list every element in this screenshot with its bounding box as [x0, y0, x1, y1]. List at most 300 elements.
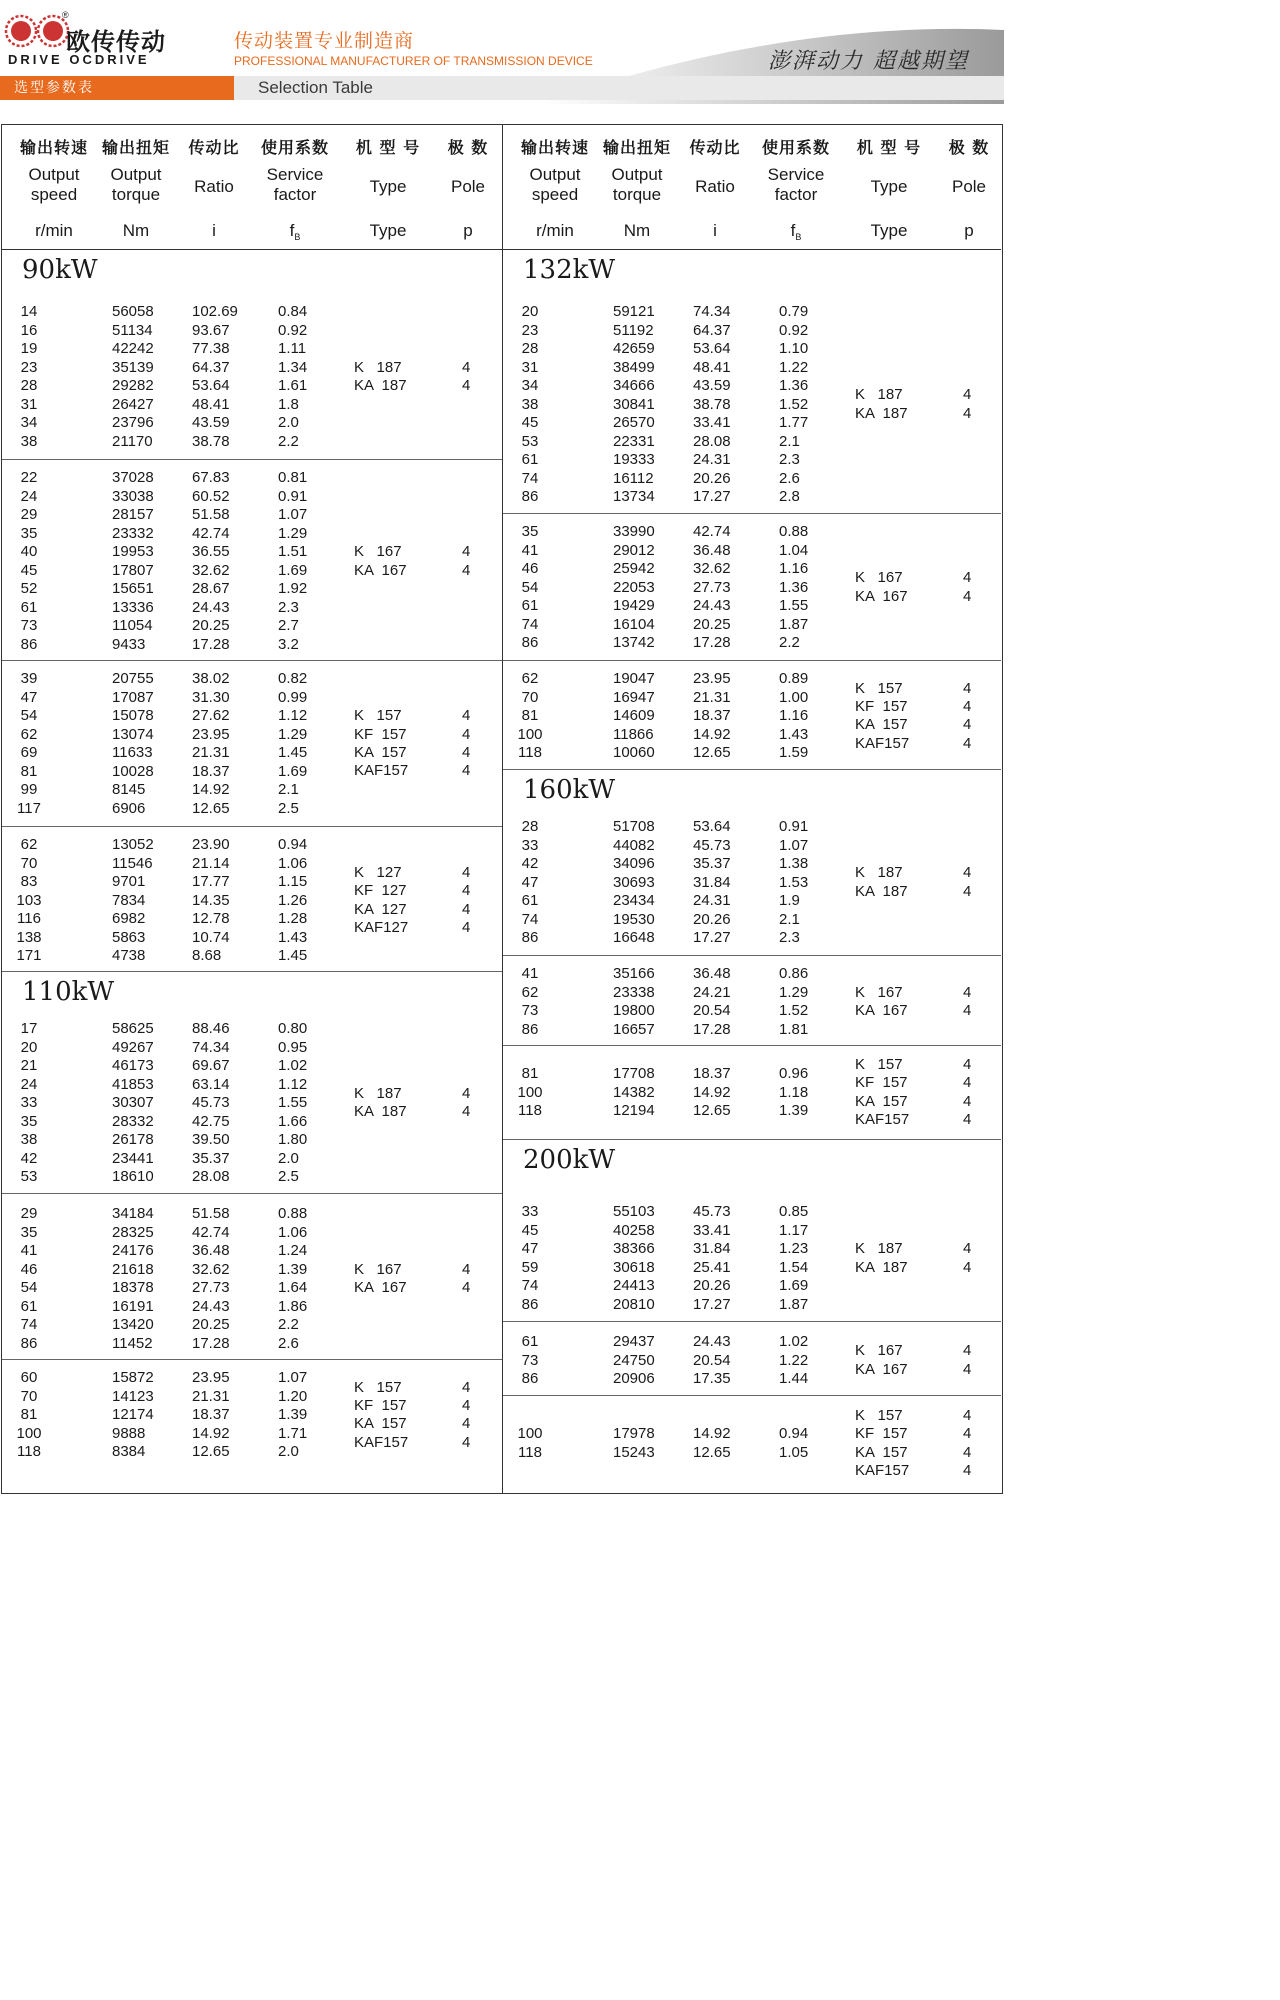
table-row: [503, 1352, 1001, 1371]
type-cell: KAF127: [354, 919, 409, 937]
type-cell: KA 167: [855, 1360, 908, 1378]
torque-cell: 24413: [613, 1277, 655, 1294]
torque-cell: 26427: [112, 395, 154, 413]
type-cell: KA 157: [354, 1415, 407, 1433]
ratio-cell: 17.28: [693, 634, 731, 651]
slogan-cn: 传动装置专业制造商: [234, 30, 415, 52]
torque-cell: 35139: [112, 358, 154, 376]
speed-cell: 54: [521, 578, 539, 596]
type-cell: KAF157: [855, 1461, 910, 1479]
table-row: [503, 470, 1001, 489]
speed-cell: 28: [521, 818, 539, 835]
speed-cell: 74: [521, 1277, 539, 1294]
torque-cell: 30693: [613, 873, 655, 891]
service-factor-cell: 2.1: [278, 781, 299, 798]
table-row: [2, 1113, 502, 1132]
ratio-cell: 64.37: [192, 358, 230, 376]
speed-cell: 61: [521, 892, 539, 909]
service-factor-cell: 1.38: [779, 855, 809, 872]
pole-cell: 4: [963, 679, 972, 697]
service-factor-cell: 1.15: [278, 873, 308, 890]
table-row: [503, 414, 1001, 433]
pole-cell: 4: [462, 358, 471, 376]
service-factor-cell: 1.44: [779, 1370, 809, 1387]
ratio-cell: 14.92: [693, 1083, 731, 1101]
service-factor-cell: 1.66: [278, 1112, 308, 1130]
torque-cell: 23441: [112, 1149, 154, 1167]
service-factor-cell: 1.80: [278, 1131, 308, 1148]
header-en-5: Pole: [450, 177, 486, 196]
header-unit-1: Nm: [623, 221, 651, 240]
torque-cell: 8384: [112, 1443, 146, 1460]
ratio-cell: 14.92: [192, 781, 230, 798]
torque-cell: 6906: [112, 799, 146, 817]
speed-cell: 118: [17, 1443, 41, 1460]
type-cell: K 167: [855, 983, 903, 1001]
service-factor-cell: 0.95: [278, 1038, 308, 1056]
torque-cell: 14609: [613, 707, 655, 724]
service-factor-cell: 1.12: [278, 1075, 308, 1093]
selection-table-tab-cn: 选型参数表: [0, 76, 234, 100]
torque-cell: 10060: [613, 744, 655, 761]
speed-cell: 74: [20, 1316, 38, 1333]
ratio-cell: 12.65: [693, 744, 731, 761]
header-en-0: Output speed: [529, 165, 581, 204]
ratio-cell: 45.73: [192, 1094, 230, 1111]
speed-cell: 100: [517, 1083, 543, 1101]
torque-cell: 18610: [112, 1168, 154, 1185]
ratio-cell: 53.64: [693, 818, 731, 835]
speed-cell: 46: [20, 1260, 38, 1278]
service-factor-cell: 2.2: [278, 1316, 299, 1333]
service-factor-cell: 2.3: [779, 929, 800, 946]
table-row: [503, 1065, 1001, 1084]
table-row: [2, 689, 502, 708]
table-row: [503, 451, 1001, 470]
speed-cell: 86: [20, 635, 38, 653]
type-cell: K 167: [855, 569, 903, 587]
speed-cell: 118: [518, 744, 542, 761]
pole-cell: 4: [462, 864, 471, 882]
ratio-cell: 36.48: [693, 541, 731, 559]
ratio-cell: 45.73: [693, 836, 731, 854]
ratio-cell: 53.64: [693, 340, 731, 357]
ratio-cell: 51.58: [192, 1205, 230, 1222]
ratio-cell: 17.28: [192, 635, 230, 653]
torque-cell: 14382: [613, 1083, 655, 1101]
header-cn-2: 传动比: [689, 138, 741, 157]
torque-cell: 13742: [613, 634, 655, 651]
torque-cell: 16104: [613, 615, 655, 633]
type-cell: KA 157: [855, 1443, 908, 1461]
pole-cell: 4: [462, 543, 471, 561]
service-factor-cell: 0.96: [779, 1065, 809, 1082]
service-factor-cell: 2.5: [278, 1168, 299, 1185]
brand-name-cn: 欧传传动: [66, 28, 166, 56]
service-factor-cell: 1.36: [779, 377, 809, 394]
service-factor-cell: 1.55: [779, 597, 809, 614]
service-factor-cell: 2.8: [779, 488, 800, 505]
pole-cell: 4: [963, 1360, 972, 1378]
pole-cell: 4: [963, 716, 972, 734]
table-row: [2, 1335, 502, 1354]
service-factor-cell: 1.02: [278, 1057, 308, 1074]
table-row: [2, 488, 502, 507]
ratio-cell: 20.25: [693, 615, 731, 633]
speed-cell: 73: [521, 1002, 539, 1019]
ratio-cell: 24.43: [192, 1297, 230, 1315]
type-cell: KF 157: [855, 1425, 908, 1443]
service-factor-cell: 0.94: [779, 1425, 809, 1442]
speed-cell: 86: [20, 1334, 38, 1352]
type-cell: KA 187: [354, 1103, 407, 1121]
service-factor-cell: 0.88: [779, 523, 809, 540]
table-row: [503, 1203, 1001, 1222]
torque-cell: 26178: [112, 1131, 154, 1148]
speed-cell: 34: [521, 377, 539, 394]
header-cn-0: 输出转速: [19, 138, 88, 157]
pole-cell: 4: [462, 707, 471, 725]
table-column-right: [503, 125, 1001, 1493]
speed-cell: 14: [20, 303, 38, 320]
selection-table: [1, 124, 1003, 1494]
selection-table-tab-en: Selection Table: [234, 76, 1004, 100]
table-row: [503, 1333, 1001, 1352]
ratio-cell: 17.27: [693, 1295, 731, 1313]
service-factor-cell: 1.18: [779, 1083, 809, 1101]
speed-cell: 100: [517, 725, 543, 743]
table-row: [2, 744, 502, 763]
torque-cell: 11866: [613, 725, 654, 743]
speed-cell: 42: [20, 1149, 38, 1167]
ratio-cell: 17.27: [693, 929, 731, 946]
speed-cell: 47: [20, 688, 38, 706]
table-row: [2, 781, 502, 800]
speed-cell: 33: [521, 1203, 539, 1220]
ratio-cell: 69.67: [192, 1057, 230, 1074]
pole-cell: 4: [462, 1279, 471, 1296]
section-separator: [503, 769, 1001, 770]
pole-cell: 4: [462, 1378, 471, 1396]
type-cell: KA 187: [354, 377, 407, 394]
table-row: [2, 1388, 502, 1407]
ratio-cell: 18.37: [192, 1406, 230, 1423]
header-cn-5: 极 数: [948, 138, 990, 157]
table-row: [2, 359, 502, 378]
table-row: [503, 488, 1001, 507]
torque-cell: 19800: [613, 1002, 655, 1019]
service-factor-cell: 0.79: [779, 303, 809, 320]
torque-cell: 55103: [613, 1203, 655, 1220]
table-row: [503, 579, 1001, 598]
torque-cell: 59121: [613, 303, 655, 320]
torque-cell: 13052: [112, 836, 154, 853]
service-factor-cell: 1.53: [779, 873, 809, 891]
type-cell: K 167: [354, 543, 402, 561]
ratio-cell: 63.14: [192, 1075, 230, 1093]
table-row: [503, 726, 1001, 745]
type-cell: K 157: [354, 707, 402, 725]
pole-cell: 4: [963, 697, 972, 715]
torque-cell: 21618: [112, 1260, 154, 1278]
table-header: [2, 125, 502, 250]
torque-cell: 12174: [112, 1406, 154, 1423]
torque-cell: 23796: [112, 414, 154, 431]
brand-name-en: DRIVE OCDRIVE: [8, 52, 150, 67]
ratio-cell: 45.73: [693, 1203, 731, 1220]
service-factor-cell: 2.0: [278, 414, 299, 431]
service-factor-cell: 1.92: [278, 580, 308, 597]
speed-cell: 33: [20, 1094, 38, 1111]
speed-cell: 81: [20, 762, 38, 780]
table-row: [503, 689, 1001, 708]
service-factor-cell: 1.51: [278, 543, 308, 560]
header-cn-3: 使用系数: [761, 138, 830, 157]
table-row: [2, 599, 502, 618]
ratio-cell: 88.46: [192, 1020, 230, 1037]
ratio-cell: 39.50: [192, 1131, 230, 1148]
table-row: [2, 562, 502, 581]
ratio-cell: 28.08: [693, 432, 731, 450]
table-row: [503, 855, 1001, 874]
speed-cell: 100: [517, 1425, 543, 1442]
ratio-cell: 17.27: [693, 488, 731, 505]
service-factor-cell: 2.5: [278, 799, 299, 817]
ratio-cell: 12.65: [192, 799, 230, 817]
table-row: [503, 965, 1001, 984]
speed-cell: 31: [521, 358, 539, 376]
service-factor-cell: 1.23: [779, 1240, 809, 1257]
speed-cell: 118: [518, 1443, 542, 1461]
table-row: [503, 929, 1001, 948]
pole-cell: 4: [462, 919, 471, 937]
torque-cell: 28325: [112, 1223, 154, 1241]
table-row: [2, 1020, 502, 1039]
torque-cell: 16947: [613, 688, 655, 706]
service-factor-cell: 1.02: [779, 1333, 809, 1350]
ratio-cell: 31.30: [192, 688, 230, 706]
speed-cell: 74: [521, 469, 539, 487]
service-factor-cell: 3.2: [278, 635, 299, 653]
ratio-cell: 17.35: [693, 1370, 731, 1387]
table-row: [2, 1205, 502, 1224]
pole-cell: 4: [963, 1111, 972, 1129]
type-cell: KA 157: [855, 716, 908, 734]
service-factor-cell: 1.29: [779, 983, 809, 1001]
service-factor-cell: 2.7: [278, 617, 299, 634]
service-factor-cell: 0.85: [779, 1203, 809, 1220]
header-cn-0: 输出转速: [520, 138, 589, 157]
speed-cell: 41: [20, 1242, 38, 1259]
header-unit-0: r/min: [35, 221, 73, 240]
header-cn-1: 输出扭矩: [602, 138, 671, 157]
group-separator: [503, 1395, 1001, 1396]
speed-cell: 86: [521, 1020, 539, 1038]
service-factor-cell: 1.22: [779, 1351, 809, 1369]
speed-cell: 35: [20, 1223, 38, 1241]
service-factor-cell: 1.69: [278, 561, 308, 579]
torque-cell: 14123: [112, 1387, 154, 1405]
type-cell: KA 187: [855, 1258, 908, 1276]
ratio-cell: 27.62: [192, 707, 230, 724]
speed-cell: 16: [20, 321, 38, 339]
speed-cell: 62: [20, 836, 38, 853]
pole-cell: 4: [963, 1074, 972, 1092]
ratio-cell: 12.65: [693, 1443, 731, 1461]
torque-cell: 38366: [613, 1240, 655, 1257]
table-row: [2, 1224, 502, 1243]
table-row: [503, 1425, 1001, 1444]
ratio-cell: 23.95: [693, 670, 731, 687]
pole-cell: 4: [462, 1433, 471, 1451]
speed-cell: 38: [521, 395, 539, 413]
service-factor-cell: 0.89: [779, 670, 809, 687]
ratio-cell: 10.74: [192, 928, 230, 946]
speed-cell: 62: [20, 725, 38, 743]
table-row: [2, 580, 502, 599]
table-row: [503, 1240, 1001, 1259]
table-row: [2, 910, 502, 929]
pole-cell: 4: [963, 569, 972, 587]
pole-cell: 4: [462, 725, 471, 743]
type-cell: KF 157: [354, 725, 407, 743]
type-cell: KAF157: [855, 1111, 910, 1129]
speed-cell: 116: [17, 910, 41, 927]
ratio-cell: 24.43: [693, 597, 731, 614]
ratio-cell: 38.02: [192, 670, 230, 687]
table-row: [2, 1150, 502, 1169]
table-row: [503, 1370, 1001, 1389]
service-factor-cell: 1.81: [779, 1020, 809, 1038]
table-row: [2, 1261, 502, 1280]
table-row: [503, 744, 1001, 763]
pole-cell: 4: [963, 1342, 972, 1360]
header-en-2: Ratio: [695, 177, 735, 196]
service-factor-cell: 1.45: [278, 947, 308, 964]
torque-cell: 37028: [112, 469, 154, 486]
speed-cell: 73: [521, 1351, 539, 1369]
pole-cell: 4: [963, 882, 972, 900]
service-factor-cell: 1.43: [779, 725, 809, 743]
header-unit-5: p: [964, 221, 974, 240]
ratio-cell: 36.55: [192, 543, 230, 560]
table-row: [503, 597, 1001, 616]
speed-cell: 35: [20, 1112, 38, 1130]
speed-cell: 83: [20, 873, 38, 890]
table-row: [2, 506, 502, 525]
torque-cell: 23434: [613, 892, 655, 909]
type-cell: K 187: [855, 864, 903, 882]
service-factor-cell: 2.3: [278, 598, 299, 616]
ratio-cell: 35.37: [693, 855, 731, 872]
service-factor-cell: 1.12: [278, 707, 308, 724]
service-factor-cell: 1.59: [779, 744, 809, 761]
table-column-left: [2, 125, 503, 1493]
torque-cell: 13074: [112, 725, 154, 743]
speed-cell: 34: [20, 414, 38, 431]
table-row: [503, 433, 1001, 452]
speed-cell: 35: [20, 524, 38, 542]
table-header: [503, 125, 1001, 250]
torque-cell: 13734: [613, 488, 655, 505]
table-row: [503, 560, 1001, 579]
service-factor-cell: 2.3: [779, 451, 800, 468]
type-cell: K 167: [354, 1260, 402, 1278]
header-unit-0: r/min: [536, 221, 574, 240]
service-factor-cell: 1.10: [779, 340, 809, 357]
speed-cell: 53: [521, 432, 539, 450]
torque-cell: 26570: [613, 414, 655, 431]
slogan-en: PROFESSIONAL MANUFACTURER OF TRANSMISSION DEVICE: [234, 54, 593, 68]
torque-cell: 58625: [112, 1020, 154, 1037]
header-en-5: Pole: [951, 177, 987, 196]
table-row: [2, 726, 502, 745]
speed-cell: 81: [521, 1065, 539, 1082]
service-factor-cell: 1.07: [779, 836, 809, 854]
service-factor-cell: 0.91: [278, 487, 308, 505]
service-factor-cell: 1.39: [278, 1260, 308, 1278]
type-cell: KAF157: [354, 762, 409, 780]
group-separator: [503, 513, 1001, 514]
type-cell: K 187: [855, 1240, 903, 1258]
speed-cell: 22: [20, 469, 38, 486]
ratio-cell: 60.52: [192, 487, 230, 505]
ratio-cell: 48.41: [693, 358, 731, 376]
speed-cell: 31: [20, 395, 38, 413]
table-row: [503, 396, 1001, 415]
power-rating-heading: 200kW: [523, 1145, 616, 1175]
torque-cell: 19333: [613, 451, 655, 468]
ratio-cell: 14.92: [693, 1425, 731, 1442]
table-row: [2, 855, 502, 874]
service-factor-cell: 1.87: [779, 615, 809, 633]
speed-cell: 54: [20, 707, 38, 724]
header-cn-4: 机 型 号: [355, 138, 421, 157]
table-row: [503, 837, 1001, 856]
type-cell: KA 167: [354, 561, 407, 579]
torque-cell: 38499: [613, 358, 655, 376]
service-factor-cell: 1.87: [779, 1295, 809, 1313]
service-factor-cell: 2.1: [779, 432, 800, 450]
ratio-cell: 14.35: [192, 891, 230, 909]
torque-cell: 20755: [112, 670, 154, 687]
service-factor-cell: 1.11: [278, 340, 307, 357]
table-row: [2, 1369, 502, 1388]
table-row: [503, 670, 1001, 689]
service-factor-cell: 1.05: [779, 1443, 809, 1461]
pole-cell: 4: [963, 1443, 972, 1461]
ratio-cell: 74.34: [192, 1038, 230, 1056]
speed-cell: 86: [521, 1295, 539, 1313]
table-row: [503, 818, 1001, 837]
pole-cell: 4: [963, 587, 972, 605]
torque-cell: 19429: [613, 597, 655, 614]
section-separator: [503, 1139, 1001, 1140]
ratio-cell: 31.84: [693, 1240, 731, 1257]
pole-cell: 4: [963, 404, 972, 422]
speed-cell: 59: [521, 1258, 539, 1276]
ratio-cell: 24.21: [693, 983, 731, 1001]
header-unit-4: Type: [369, 221, 407, 240]
ratio-cell: 42.74: [693, 523, 731, 540]
service-factor-cell: 1.20: [278, 1387, 308, 1405]
type-cell: KF 157: [354, 1396, 407, 1414]
table-row: [2, 836, 502, 855]
table-row: [503, 1277, 1001, 1296]
torque-cell: 29012: [613, 541, 655, 559]
torque-cell: 23332: [112, 524, 154, 542]
service-factor-cell: 0.99: [278, 688, 308, 706]
